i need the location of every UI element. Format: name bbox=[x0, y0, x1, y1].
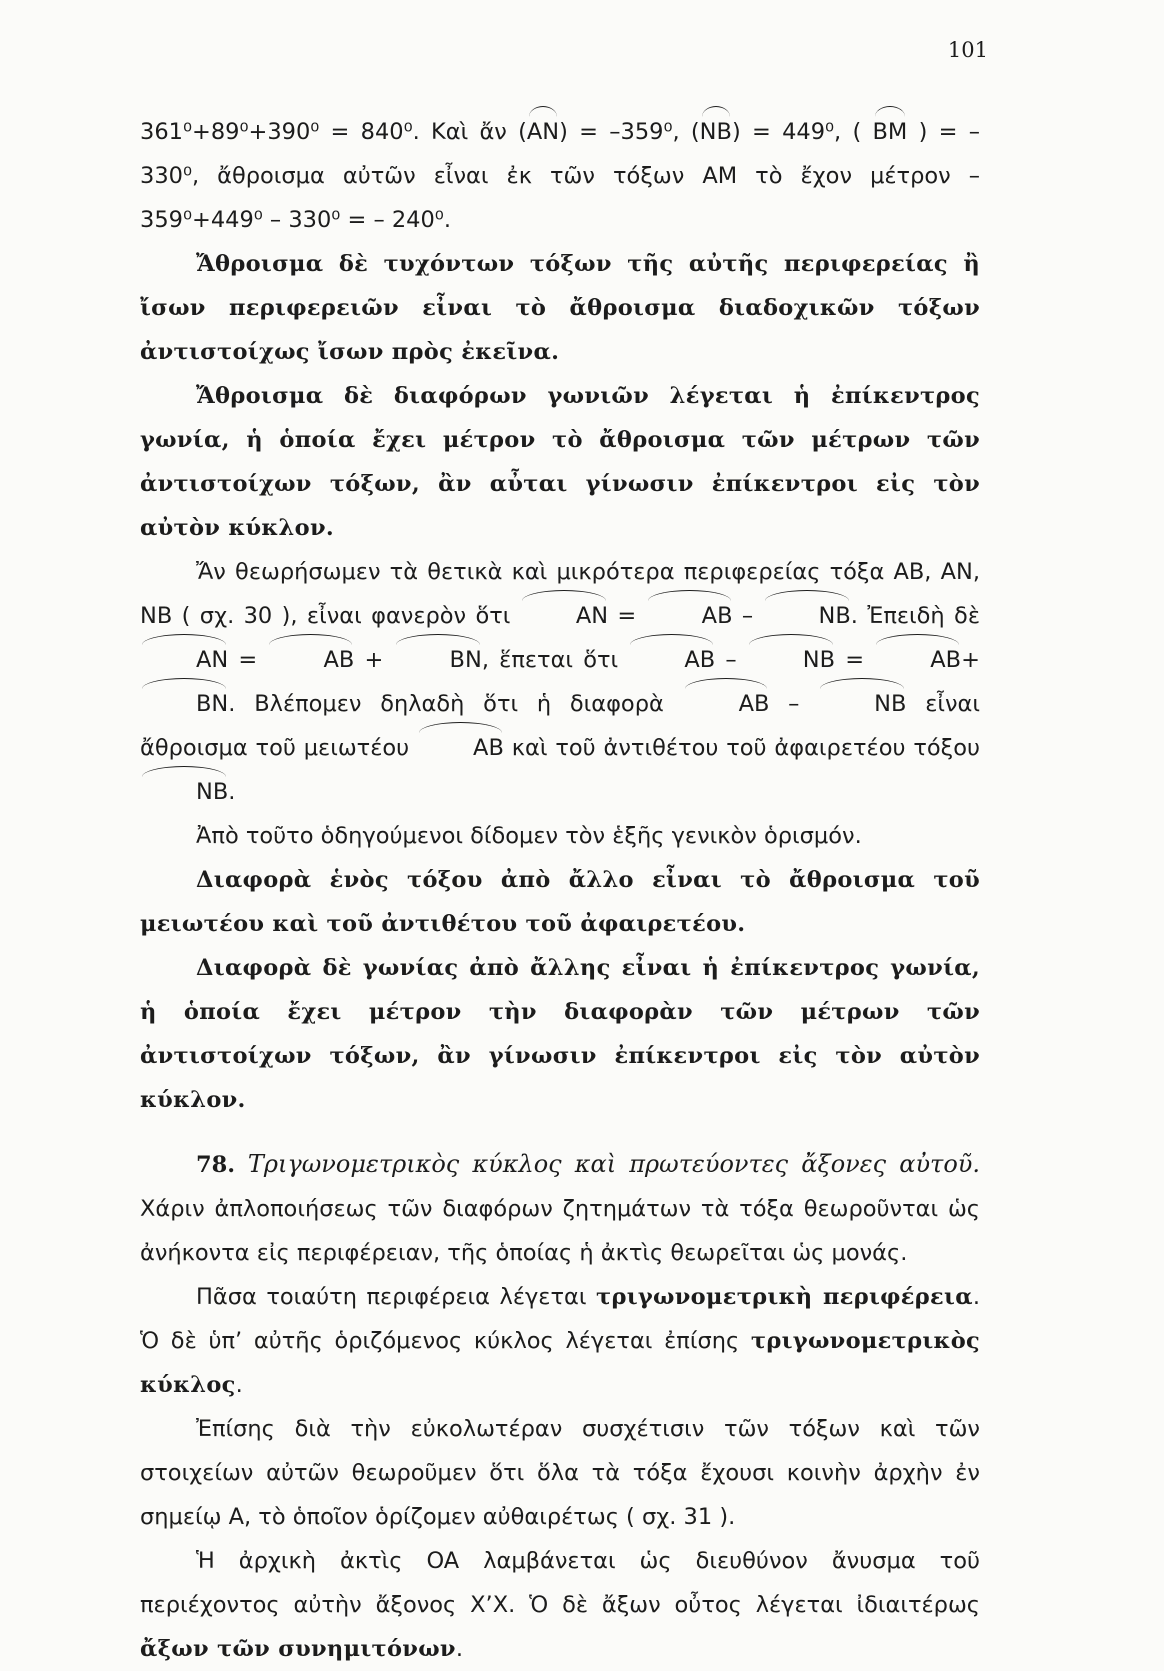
definition-difference-arcs: Διαφορὰ ἑνὸς τόξου ἀπὸ ἄλλο εἶναι τὸ ἄθροισμα τοῦ μειωτέου καὶ τοῦ ἀντιθέτου τοῦ ἀφαιρετέου. bbox=[140, 867, 980, 937]
arc-symbol: NB bbox=[700, 110, 732, 154]
definition-sum-angles: Ἄθροισμα δὲ διαφόρων γωνιῶν λέγεται ἡ ἐπίκεντρος γωνία, ἡ ὁποία ἔχει μέτρον τὸ ἄθροισμα τῶν μέτρων τῶν ἀντιστοίχων τόξων, ἂν αὖται γίνωσιν ἐπίκεντροι εἰς τὸν αὐτὸν κύκλον. bbox=[140, 383, 980, 541]
text-run: . Ὁ δὲ ὑπ’ αὐτῆς ὁριζόμενος κύκλος λέγεται ἐπίσης bbox=[140, 1284, 980, 1354]
text-run: ) = – 330⁰, ἄθροισμα αὐτῶν εἶναι ἐκ τῶν τόξων AM τὸ ἔχον bbox=[140, 119, 980, 189]
text-run: . Ἐπειδὴ δὲ bbox=[850, 603, 980, 629]
arc-symbol: AB bbox=[267, 638, 354, 682]
text-run: + bbox=[961, 647, 980, 673]
arc-symbol: AN bbox=[527, 110, 559, 154]
paragraph-sum-example bbox=[140, 110, 980, 242]
paragraph-trig-circle bbox=[140, 1275, 980, 1407]
section-text: Χάριν ἀπλοποιήσεως τῶν διαφόρων ζητημάτων τὰ τόξα θεωροῦνται ὡς ἀνήκοντα εἰς περιφέρειαν, τῆς ὁποίας ἡ ἀκτὶς θεωρεῖται ὡς μονάς. bbox=[140, 1196, 980, 1266]
arc-symbol: AB bbox=[874, 638, 961, 682]
text-run: μέτρον – 359⁰+449⁰ – 330⁰ = – 240⁰. bbox=[140, 163, 980, 233]
arc-symbol: BN bbox=[140, 682, 228, 726]
text-run: – bbox=[715, 647, 747, 673]
page-number: 101 bbox=[947, 38, 988, 62]
text-run: . bbox=[235, 1372, 243, 1398]
text-run: . bbox=[228, 779, 236, 805]
paragraph-common-origin: Ἐπίσης διὰ τὴν εὐκολωτέραν συσχέτισιν τῶν τόξων καὶ τῶν στοιχείων αὐτῶν θεωροῦμεν ὅτι ὅλα τὰ τόξα ἔχουσι κοινὴν ἀρχὴν ἐν σημείῳ A, τὸ ὁποῖον ὁρίζομεν αὐθαιρέτως ( σχ. 31 ). bbox=[140, 1416, 980, 1530]
text-run: ( bbox=[852, 119, 873, 145]
text-run: . bbox=[455, 1636, 463, 1662]
arc-symbol: BM bbox=[873, 110, 908, 154]
text-run: Ἄν θεωρήσωμεν τὰ θετικὰ καὶ μικρότερα περιφερείας τόξα AB, AN, NB ( σχ. 30 ), εἶναι φανερὸν ὅτι bbox=[140, 559, 980, 629]
text-run: – bbox=[769, 691, 819, 717]
paragraph-difference-example bbox=[140, 550, 980, 814]
text-run: καὶ τοῦ ἀντιθέτου τοῦ ἀφαιρετέου τόξου bbox=[503, 735, 980, 761]
arc-symbol: AN bbox=[520, 594, 608, 638]
arc-symbol: AB bbox=[646, 594, 733, 638]
page-body bbox=[140, 110, 980, 1671]
definition-sum-arcs: Ἄθροισμα δὲ τυχόντων τόξων τῆς αὐτῆς περιφερείας ἢ ἴσων περιφερειῶν εἶναι τὸ ἄθροισμα διαδοχικῶν τόξων ἀντιστοίχως ἴσων πρὸς ἐκεῖνα. bbox=[140, 251, 980, 365]
text-run: Ἡ ἀρχικὴ ἀκτὶς OA λαμβάνεται ὡς διευθύνον ἄνυσμα τοῦ περιέχοντος αὐτὴν ἄξονος X’X. Ὁ δὲ ἄξων οὖτος λέγεται ἰδιαιτέρως bbox=[140, 1548, 980, 1618]
text-run: + bbox=[354, 647, 394, 673]
term-trig-circle: τριγωνομετρικὸς κύκλος bbox=[140, 1328, 980, 1398]
text-run: ) = –359⁰, ( bbox=[559, 119, 700, 145]
arc-symbol: BN bbox=[394, 638, 482, 682]
text-run: , ἕπεται ὅτι bbox=[481, 647, 629, 673]
section-number: 78. bbox=[196, 1152, 236, 1178]
arc-symbol: AB bbox=[628, 638, 715, 682]
arc-symbol: NB bbox=[763, 594, 851, 638]
arc-symbol: AB bbox=[683, 682, 770, 726]
arc-symbol: NB bbox=[747, 638, 835, 682]
text-run: = bbox=[835, 647, 875, 673]
text-run: = bbox=[228, 647, 268, 673]
text-run: = bbox=[608, 603, 646, 629]
term-cosine-axis: ἄξων τῶν συνημιτόνων bbox=[140, 1636, 456, 1662]
section-78 bbox=[140, 1142, 980, 1275]
section-title: Τριγωνομετρικὸς κύκλος καὶ πρωτεύοντες ἄξονες αὐτοῦ. bbox=[247, 1150, 980, 1178]
text-run: 361⁰+89⁰+390⁰ = 840⁰. Καὶ ἄν ( bbox=[140, 119, 527, 145]
paragraph-transition: Ἀπὸ τοῦτο ὁδηγούμενοι δίδομεν τὸν ἑξῆς γενικὸν ὁρισμόν. bbox=[196, 823, 862, 849]
text-run: Πᾶσα τοιαύτη περιφέρεια λέγεται bbox=[196, 1284, 596, 1310]
arc-symbol: AN bbox=[140, 638, 228, 682]
text-run: εἶναι ἄθροισμα τοῦ μειωτέου bbox=[140, 691, 980, 761]
arc-symbol: AB bbox=[417, 726, 504, 770]
term-trig-circumference: τριγωνομετρικὴ περιφέρεια bbox=[596, 1284, 973, 1310]
text-run: ) = 449⁰, bbox=[731, 119, 842, 145]
paragraph-cosine-axis bbox=[140, 1539, 980, 1671]
text-run: . Βλέπομεν δηλαδὴ ὅτι ἡ διαφορὰ bbox=[228, 691, 683, 717]
arc-symbol: NB bbox=[818, 682, 906, 726]
definition-difference-angles: Διαφορὰ δὲ γωνίας ἀπὸ ἄλλης εἶναι ἡ ἐπίκεντρος γωνία, ἡ ὁποία ἔχει μέτρον τὴν διαφορὰν τῶν μέτρων τῶν ἀντιστοίχων τόξων, ἂν γίνωσιν ἐπίκεντροι εἰς τὸν αὐτὸν κύκλον. bbox=[140, 955, 980, 1113]
text-run: – bbox=[732, 603, 763, 629]
arc-symbol: NB bbox=[140, 770, 228, 814]
